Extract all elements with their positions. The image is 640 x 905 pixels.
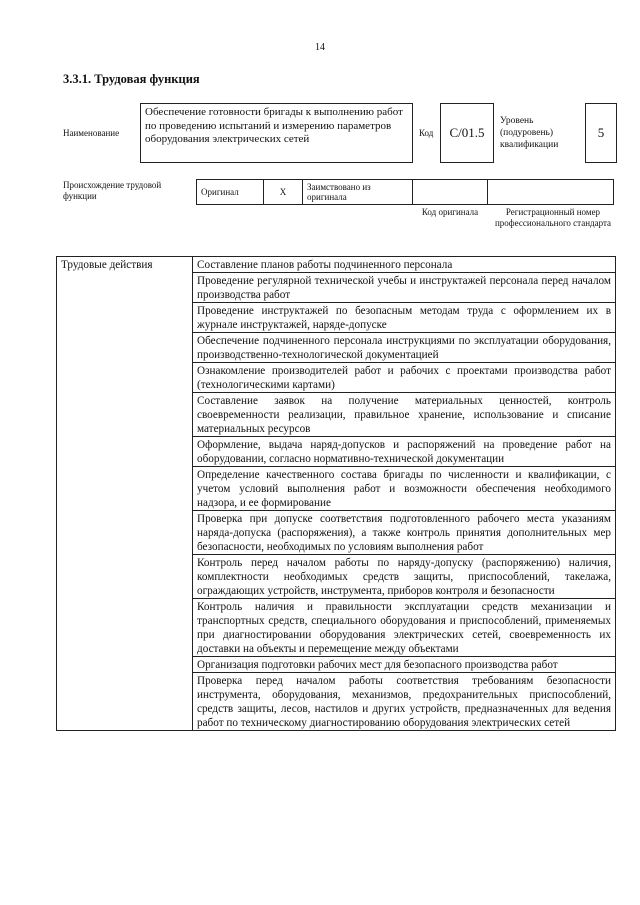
labor-action-item: Проведение инструктажей по безопасным методам труда с оформлением их в журнале инструктажей, наряде-допуске [193, 303, 616, 333]
labor-action-item: Составление заявок на получение материальных ценностей, контроль своевременности реализации, правильное хранение, использование и списание материальных ресурсов [193, 393, 616, 437]
labor-action-item: Проведение регулярной технической учебы и инструктажей персонала перед началом производства работ [193, 273, 616, 303]
level-value: 5 [585, 103, 617, 163]
labor-action-item: Ознакомление производителей работ и рабочих с проектами производства работ (технологическими картами) [193, 363, 616, 393]
labor-action-item: Контроль наличия и правильности эксплуатации средств механизации и транспортных средств, специального оборудования и приспособлений, применяемых при диагностировании оборудования электрических сетей, своевременность их доставки на объекты и перемещение между объектами [193, 599, 616, 657]
table-row [57, 257, 616, 273]
reg-number-caption: Регистрационный номер профессионального стандарта [494, 207, 612, 228]
labor-action-item: Обеспечение подчиненного персонала инструкциями по эксплуатации оборудования, производственно-технологической документацией [193, 333, 616, 363]
labor-actions-heading: Трудовые действия [57, 257, 193, 731]
borrowed-label: Заимствовано из оригинала [303, 180, 413, 205]
labor-action-item: Контроль перед началом работы по наряду-допуску (распоряжению) наличия, комплектности необходимых средств защиты, приспособлений, такелажа, ограждающих устройств, инструмента, приборов контроля и безопасности [193, 555, 616, 599]
labor-action-item: Проверка перед началом работы соответствия требованиям безопасности инструмента, оборудования, механизмов, предохранительных приспособлений, средств защиты, лесов, настилов и других устройств, предназначенных для ведения работ по техническому диагностированию оборудования электрических сетей [193, 673, 616, 731]
labor-action-item: Организация подготовки рабочих мест для безопасного производства работ [193, 657, 616, 673]
origin-label: Происхождение трудовой функции [63, 180, 162, 201]
labor-action-item: Оформление, выдача наряд-допусков и распоряжений на проведение работ на оборудовании, согласно нормативно-технической документации [193, 437, 616, 467]
section-title: 3.3.1. Трудовая функция [63, 72, 200, 86]
reg-number-cell [488, 180, 614, 205]
code-original-caption: Код оригинала [421, 207, 479, 217]
level-label: Уровень (подуровень) квалификации [500, 116, 559, 150]
original-mark: Х [264, 180, 303, 205]
labor-action-item: Составление планов работы подчиненного персонала [193, 257, 616, 273]
labor-actions-table [56, 256, 616, 731]
origin-table [196, 179, 614, 205]
labor-action-item: Определение качественного состава бригады по численности и квалификации, с учетом условий выполнения работ и возможности обеспечения необходимого надзора, и ее формирование [193, 467, 616, 511]
code-original-cell [413, 180, 488, 205]
name-label: Наименование [63, 128, 120, 138]
function-name-value: Обеспечение готовности бригады к выполнению работ по проведению испытаний и измерению параметров оборудования электрических сетей [140, 103, 413, 163]
labor-action-item: Проверка при допуске соответствия подготовленного рабочего места указаниям наряда-допуска (распоряжения), а также контроль принятия дополнительных мер безопасности, необходимых по условиям выполнения работ [193, 511, 616, 555]
page-number: 14 [315, 42, 325, 53]
code-label: Код [419, 128, 434, 138]
original-label: Оригинал [197, 180, 264, 205]
code-value: С/01.5 [440, 103, 494, 163]
